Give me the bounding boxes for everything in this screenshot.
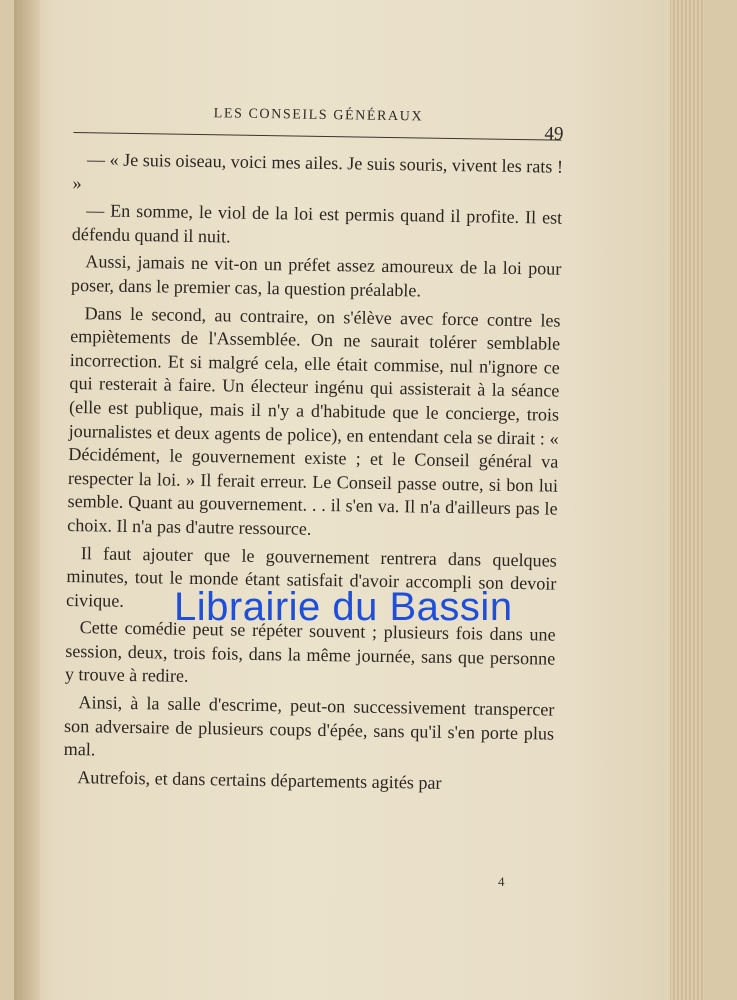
book-binding [14,0,40,1000]
paragraph: Ainsi, à la salle d'escrime, peut-on successivement transpercer son adversaire de plusieurs coups d'épée, sans qu'il s'en porte plus mal. [63,692,555,760]
watermark: Librairie du Bassin [174,585,513,629]
page-edges [670,0,704,1000]
header-rule [73,132,561,141]
paragraph: Dans le second, au contraire, on s'élève avec force contre les empiètements de l'Assemblée. On ne saurait tolérer semblable incorrection. Et si malgré cela, elle était commise, nul n'ignore ce qui resterait à faire. Un électeur ingénu qui assisterait à la séance (elle est publique, mais il n'y a d'habitude que le concierge, trois journalistes et deux agents de police), en entendant cela se dirait : « Décidément, le gouvernement existe ; et le Conseil général va respecter la loi. » Il ferait erreur. Le Conseil passe outre, si bon lui semble. Quant au gouvernement. . . il s'en va. Il n'a d'ailleurs pas le choix. Il n'a pas d'autre ressource. [67,302,561,539]
paragraph: — « Je suis oiseau, voici mes ailes. Je suis souris, vivent les rats ! » [72,149,564,193]
body-text [63,148,563,797]
page-number: 49 [544,123,564,145]
paragraph: Aussi, jamais ne vit-on un préfet assez amoureux de la loi pour poser, dans le premier cas, la question préalable. [70,251,562,301]
text-block [63,96,564,801]
running-head-title: LES CONSEILS GÉNÉRAUX [213,106,424,125]
paragraph: — En somme, le viol de la loi est permis quand il profite. Il est défendu quand il nuit. [71,200,563,247]
book-page [14,0,704,1000]
paragraph: Il faut ajouter que le gouvernement rentrera dans quelques minutes, tout le monde étant satisfait d'avoir accompli son devoir civique. [65,542,557,611]
paragraph: Autrefois, et dans certains départements agités par [77,766,442,793]
paragraph: Cette comédie peut se répéter souvent ; plusieurs fois dans une session, deux, trois fois, dans la même journée, sans que personne y trouve à redire. [64,617,556,687]
signature-mark: 4 [498,874,505,889]
running-head [73,96,564,145]
